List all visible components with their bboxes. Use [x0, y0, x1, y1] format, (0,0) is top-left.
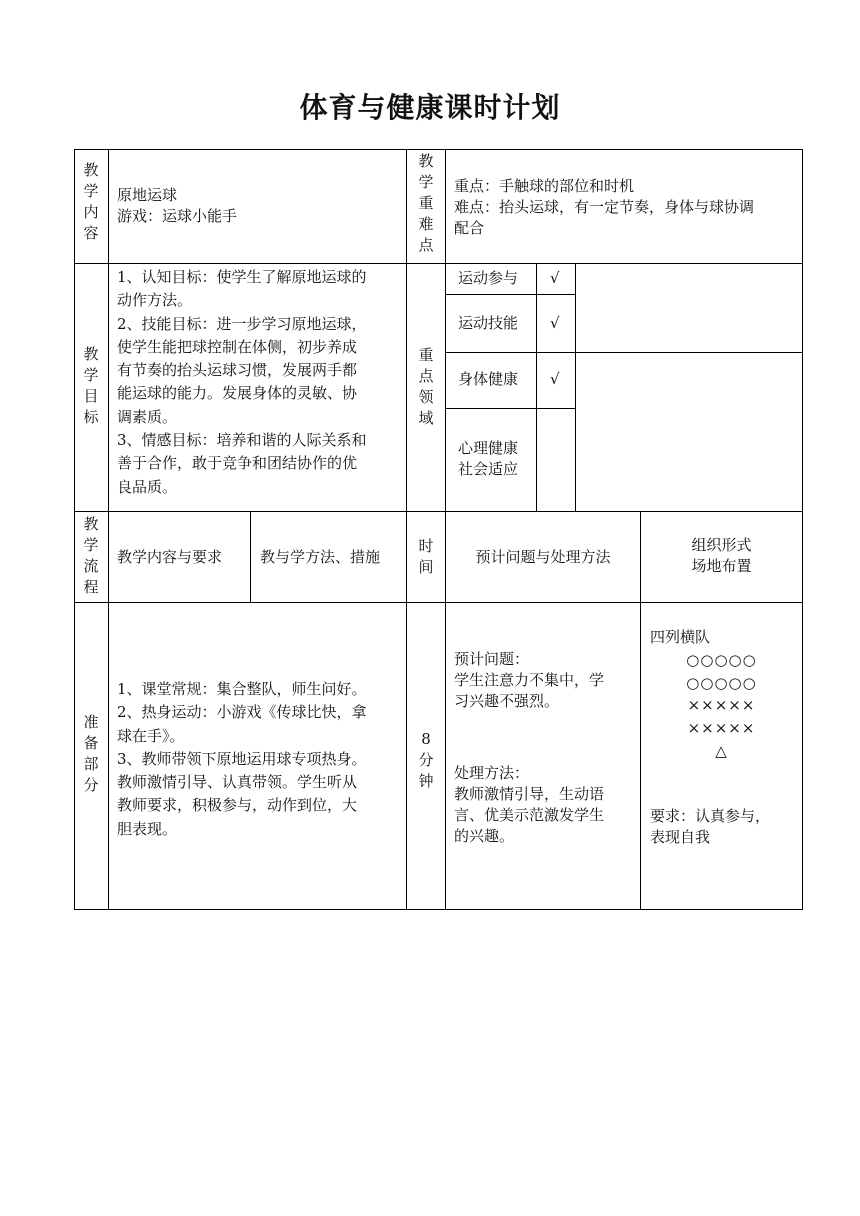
label-preparation: 准 备 部 分	[83, 713, 99, 794]
formation-diagram: ○○○○○ ○○○○○ ××××× ××××× △	[686, 651, 757, 760]
domain-divider	[445, 352, 803, 353]
col-divider	[406, 149, 407, 910]
page-title: 体育与健康课时计划	[299, 91, 561, 124]
header-methods: 教与学方法、措施	[260, 548, 381, 566]
label-key-points: 教 学 重 难 点	[418, 152, 434, 254]
domain-col-divider	[575, 263, 576, 512]
formation-title: 四列横队	[650, 628, 711, 646]
preparation-content: 1、课堂常规：集合整队，师生问好。 2、热身运动：小游戏《传球比快，拿 球在手》。 3、教师带领下原地运用球专项热身。 教师激情引导、认真带领。学生听从 教师要求，积极参与，动作到位，大 胆表现。	[117, 680, 367, 838]
label-teaching-flow: 教 学 流 程	[83, 515, 99, 596]
row-divider	[74, 263, 803, 264]
label-teaching-content: 教 学 内 容	[83, 161, 99, 242]
row-divider	[74, 511, 803, 512]
domain-sports-participation: 运动参与	[458, 269, 519, 287]
table-border	[74, 909, 803, 910]
expected-problems: 预计问题： 学生注意力不集中，学 习兴趣不强烈。	[454, 650, 605, 710]
header-content-requirements: 教学内容与要求	[117, 548, 223, 566]
handling-methods: 处理方法： 教师激情引导，生动语 言、优美示范激发学生 的兴趣。	[454, 764, 605, 845]
check-mark: √	[550, 370, 560, 388]
teaching-content: 原地运球 游戏：运球小能手	[117, 186, 238, 225]
domain-physical-health: 身体健康	[458, 370, 519, 388]
label-focus-domains: 重 点 领 域	[418, 346, 434, 427]
header-problems: 预计问题与处理方法	[475, 548, 611, 566]
domain-divider	[445, 408, 576, 409]
row-divider	[74, 602, 803, 603]
col-divider	[250, 511, 251, 603]
lesson-plan-table	[74, 149, 803, 910]
header-time: 时 间	[418, 537, 434, 576]
teaching-objectives: 1、认知目标：使学生了解原地运球的 动作方法。 2、技能目标：进一步学习原地运球， 使学生能把球控制在体侧，初步养成 有节奏的抬头运球习惯，发展两手都 能运球的能力。发展身体的灵敏、协 调素质。 3、情感目标：培养和谐的人际关系和 善于合作，敢于竞争和团结协作的优 良品质。	[117, 268, 367, 496]
col-divider	[445, 149, 446, 910]
formation-requirement: 要求：认真参与， 表现自我	[650, 807, 771, 846]
header-organization: 组织形式 场地布置	[691, 536, 752, 575]
preparation-time: 8 分 钟	[418, 730, 434, 790]
domain-sports-skills: 运动技能	[458, 314, 519, 332]
check-mark: √	[550, 314, 560, 332]
table-border	[74, 149, 803, 150]
check-mark: √	[550, 269, 560, 287]
domain-col-divider	[536, 263, 537, 512]
domain-mental-social: 心理健康 社会适应	[458, 439, 519, 478]
table-border	[802, 149, 803, 910]
label-teaching-objectives: 教 学 目 标	[83, 345, 99, 426]
key-points: 重点：手触球的部位和时机 难点：抬头运球，有一定节奏，身体与球协调 配合	[454, 177, 755, 237]
domain-divider	[445, 294, 576, 295]
col-divider	[108, 149, 109, 910]
